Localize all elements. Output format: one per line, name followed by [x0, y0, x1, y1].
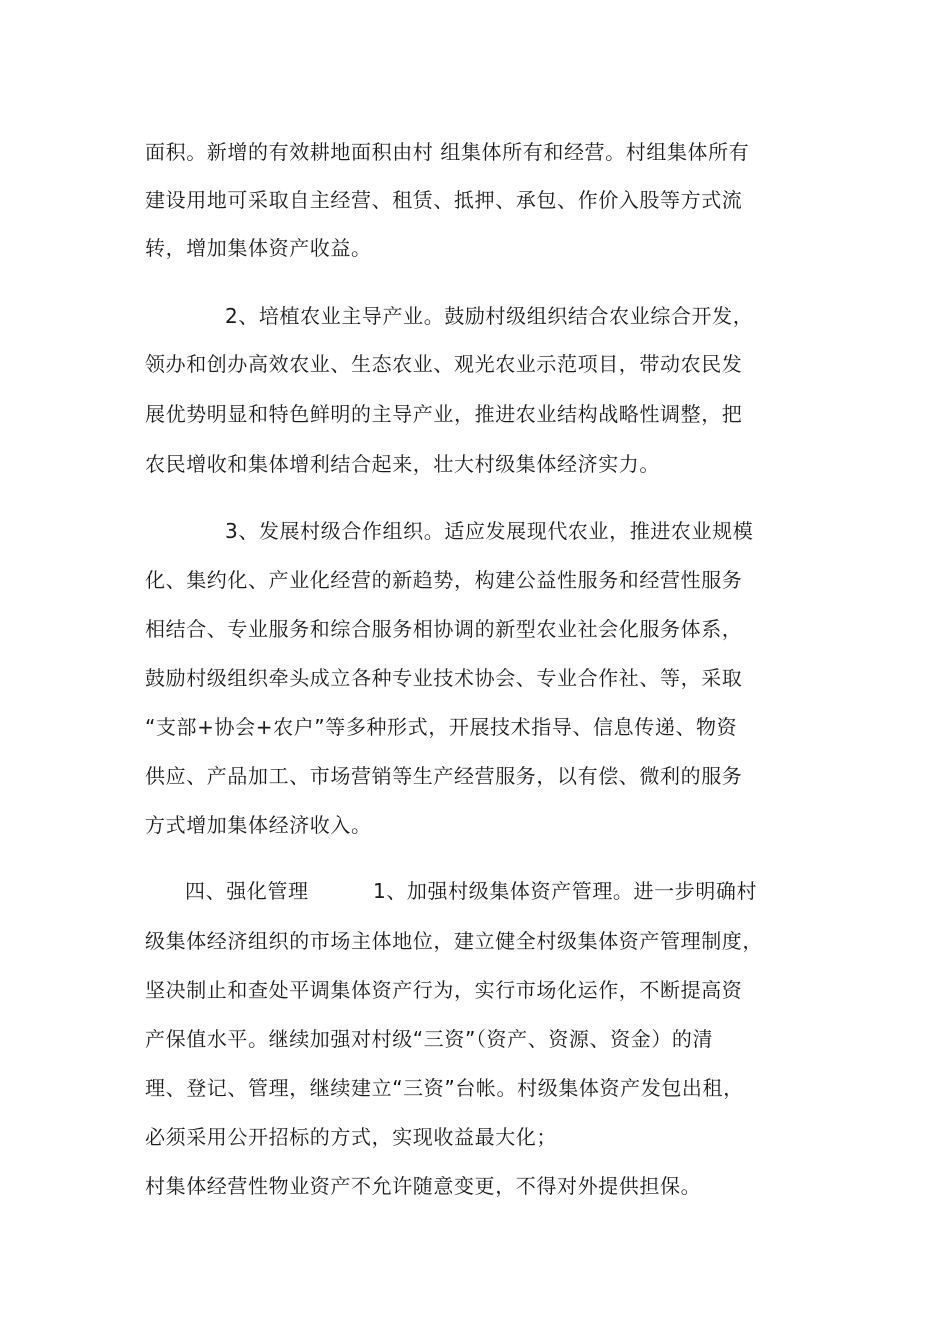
text-line: 理、登记、管理，继续建立“三资”台帐。村级集体资产发包出租，	[145, 1076, 744, 1100]
text-line: 3、发展村级合作组织。适应发展现代农业，推进农业规模	[225, 519, 754, 543]
text-line: 坚决制止和查处平调集体资产行为，实行市场化运作，不断提高资	[145, 978, 743, 1002]
text-line: 2、培植农业主导产业。鼓励村级组织结合农业综合开发，	[225, 304, 754, 328]
text-line: 必须采用公开招标的方式，实现收益最大化；	[145, 1125, 557, 1149]
text-line: 产保值水平。继续加强对村级“三资”（资产、资源、资金）的清	[145, 1027, 714, 1051]
text-line: 相结合、专业服务和综合服务相协调的新型农业社会化服务体系，	[145, 617, 743, 641]
text-line: 建设用地可采取自主经营、租赁、抵押、承包、作价入股等方式流	[145, 188, 743, 212]
text-line: 化、集约化、产业化经营的新趋势，构建公益性服务和经营性服务	[145, 568, 743, 592]
text-line: 转，增加集体资产收益。	[145, 236, 372, 260]
text-line: 领办和创办高效农业、生态农业、观光农业示范项目，带动农民发	[145, 352, 743, 376]
text-line: 1、加强村级集体资产管理。进一步明确村	[373, 879, 758, 903]
text-line: 供应、产品加工、市场营销等生产经营服务，以有偿、微利的服务	[145, 764, 743, 788]
text-line: “支部+协会+农户”等多种形式，开展技术指导、信息传递、物资	[145, 715, 738, 739]
text-line: 村集体经营性物业资产不允许随意变更，不得对外提供担保。	[145, 1174, 702, 1198]
text-line: 农民增收和集体增利结合起来，壮大村级集体经济实力。	[145, 452, 660, 476]
text-line: 级集体经济组织的市场主体地位，建立健全村级集体资产管理制度，	[145, 929, 763, 953]
text-line: 鼓励村级组织牵头成立各种专业技术协会、专业合作社、等，采取	[145, 666, 743, 690]
text-line: 面积。新增的有效耕地面积由村 组集体所有和经营。村组集体所有	[145, 140, 750, 164]
section-heading: 四、强化管理	[185, 879, 309, 903]
text-line: 方式增加集体经济收入。	[145, 813, 372, 837]
text-line: 展优势明显和特色鲜明的主导产业，推进农业结构战略性调整，把	[145, 402, 743, 426]
